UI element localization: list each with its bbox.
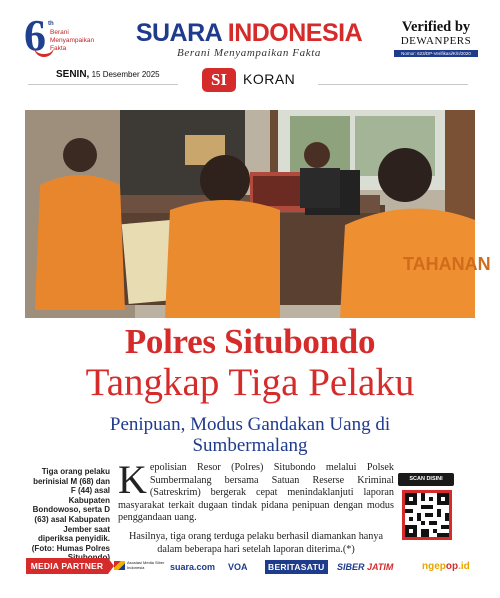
scan-label: SCAN DISINI	[398, 473, 454, 486]
verified-badge	[394, 20, 478, 66]
divider	[318, 84, 468, 85]
photo-caption: Tiga orang pelaku berinisial M (68) dan F (44) asal Kabupaten Bondowoso, serta D (63) asal Kabupaten Jember saat diperiksa penyidik. (Foto: Humas Polres	[31, 467, 110, 553]
partner-suara[interactable]: suara.com	[170, 562, 216, 572]
verified-line3: Nomor: 623/DP-Verifikasi/K/II/2020	[394, 50, 478, 57]
anniversary-logo	[24, 11, 114, 64]
masthead-name-right: INDONESIA	[227, 19, 363, 47]
partner-siberjatim[interactable]	[337, 560, 393, 574]
article-paragraph-2: Hasilnya, tiga orang terduga pelaku berhasil diamankan hanya dalam beberapa hari setelah laporan diterima.(*)	[128, 530, 384, 555]
qr-pattern	[405, 493, 449, 537]
article-body	[118, 457, 394, 562]
partner-ngepop-b: op	[445, 561, 459, 572]
headline-line1[interactable]: Polres Situbondo	[124, 322, 376, 361]
partner-siber-b: JATIM	[367, 562, 394, 572]
partner-siber-a: SIBER	[337, 562, 365, 572]
qr-code-icon[interactable]	[402, 490, 452, 540]
headline-line2[interactable]: Tangkap Tiga Pelaku	[85, 361, 415, 404]
anniversary-tagline: Berani Menyampaikan Fakta	[50, 29, 95, 52]
photo-tag: TAHANAN	[403, 254, 491, 274]
partner-beritasatu[interactable]: BERITASATU	[265, 560, 328, 574]
partner-amsi-text: Asosiasi Media Siber Indonesia	[127, 560, 165, 570]
section-logo: SI	[202, 68, 236, 92]
article-paragraph-1	[118, 457, 394, 525]
news-photo-illustration	[25, 110, 491, 318]
partner-ngepop-c: .id	[458, 561, 470, 572]
news-photo[interactable]	[25, 110, 491, 318]
anniversary-sup: th	[48, 21, 54, 27]
dateline-day: SENIN,	[56, 69, 90, 80]
partner-amsi[interactable]	[114, 560, 167, 574]
partner-ngepop-a: ngep	[422, 561, 446, 572]
masthead-logo[interactable]	[118, 20, 380, 46]
verified-line2: DEWANPERS	[400, 35, 472, 47]
subheadline: Penipuan, Modus Gandakan Uang di Sumbermalang	[109, 414, 391, 456]
divider	[28, 84, 178, 85]
partner-ngepop[interactable]	[422, 560, 470, 574]
dateline-date: 15 Desember 2025	[91, 70, 160, 79]
masthead[interactable]	[118, 20, 380, 60]
section-label: KORAN	[243, 71, 296, 87]
masthead-slogan: Berani Menyampaikan Fakta	[177, 47, 321, 59]
dateline	[56, 69, 160, 80]
verified-line1: Verified by	[401, 19, 471, 35]
partner-voa[interactable]: VOA	[228, 562, 248, 572]
media-partner-label: MEDIA PARTNER	[26, 558, 108, 574]
masthead-name-left: SUARA	[135, 19, 222, 47]
article-paragraph-1-text: epolisian Resor (Polres) Situbondo melalui Polsek Sumbermalang bersama Satuan Reserse Kriminal (Satreskrim) bergerak cepat menindaklanjuti laporan masyarakat terkait dugaan tindak pidana penipuan dengan modus penggandaan uang.	[118, 462, 394, 524]
anniversary-number: 6	[24, 11, 46, 60]
dropcap: K	[118, 457, 147, 502]
amsi-logo-icon	[114, 561, 125, 570]
